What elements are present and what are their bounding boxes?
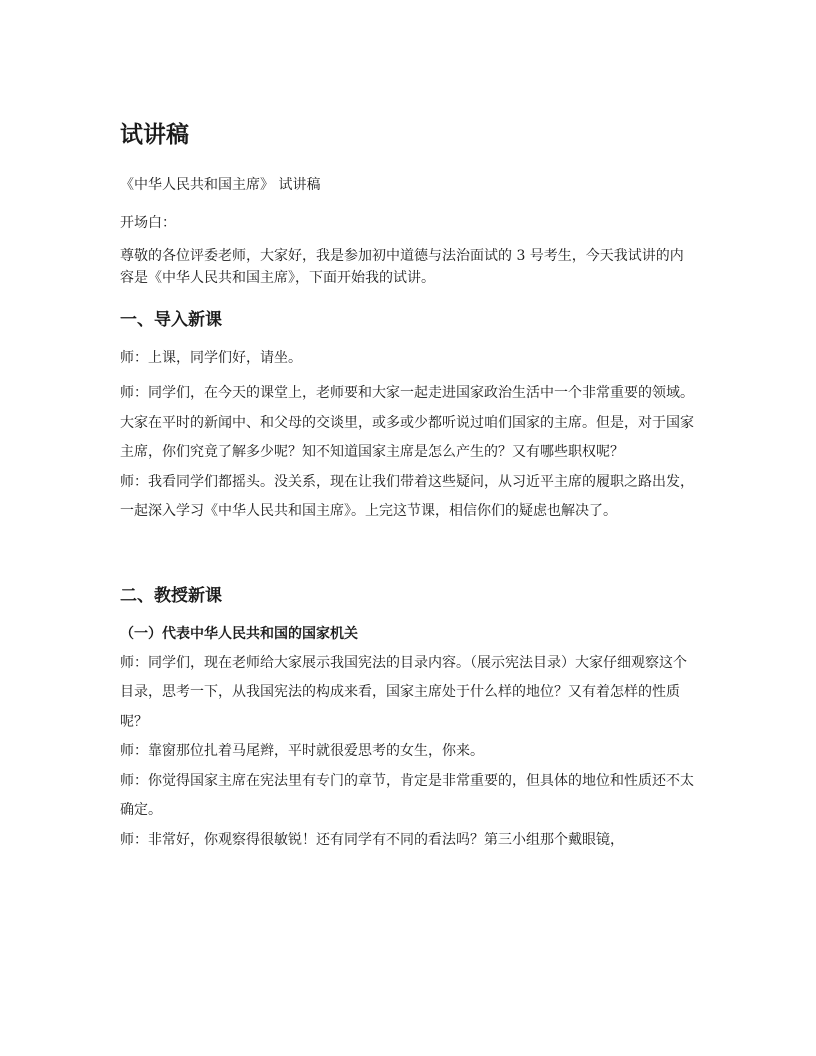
document-page [120, 118, 696, 855]
teaching-paragraph-2: 师：靠窗那位扎着马尾辫，平时就很爱思考的女生，你来。 [120, 743, 484, 759]
intro-paragraph-3: 师：我看同学们都摇头。没关系，现在让我们带着这些疑问，从习近平主席的履职之路出发，一起深入学习《中华人民共和国主席》。上完这节课，相信你们的疑虑也解决了。 [120, 473, 694, 519]
section-heading-intro: 一、导入新课 [120, 310, 222, 330]
teaching-paragraph-3: 师：你觉得国家主席在宪法里有专门的章节，肯定是非常重要的，但具体的地位和性质还不太确定。 [120, 772, 694, 818]
document-title: 试讲稿 [120, 122, 189, 148]
opening-label: 开场白： [120, 215, 176, 231]
teaching-paragraph-1: 师：同学们，现在老师给大家展示我国宪法的目录内容。（展示宪法目录）大家仔细观察这个目录，思考一下，从我国宪法的构成来看，国家主席处于什么样的地位？又有着怎样的性质呢？ [120, 654, 687, 730]
section-heading-teaching: 二、教授新课 [120, 585, 222, 606]
opening-paragraph: 尊敬的各位评委老师，大家好，我是参加初中道德与法治面试的 3 号考生，今天我试讲的内容是《中华人民共和国主席》，下面开始我的试讲。 [120, 248, 684, 286]
subsection-heading-1: （一）代表中华人民共和国的国家机关 [120, 625, 358, 642]
document-subtitle: 《中华人民共和国主席》 试讲稿 [120, 177, 321, 193]
intro-paragraph-1: 师：上课，同学们好，请坐。 [120, 350, 302, 366]
teaching-paragraph-4: 师：非常好，你观察得很敏锐！还有同学有不同的看法吗？第三小组那个戴眼镜， [120, 831, 624, 848]
intro-paragraph-2: 师：同学们，在今天的课堂上，老师要和大家一起走进国家政治生活中一个非常重要的领域。大家在平时的新闻中、和父母的交谈里，或多或少都听说过咱们国家的主席。但是，对于国家主席，你们究竟了解多少呢？知不知道国家主席是怎么产生的？又有哪些职权呢？ [120, 385, 694, 460]
